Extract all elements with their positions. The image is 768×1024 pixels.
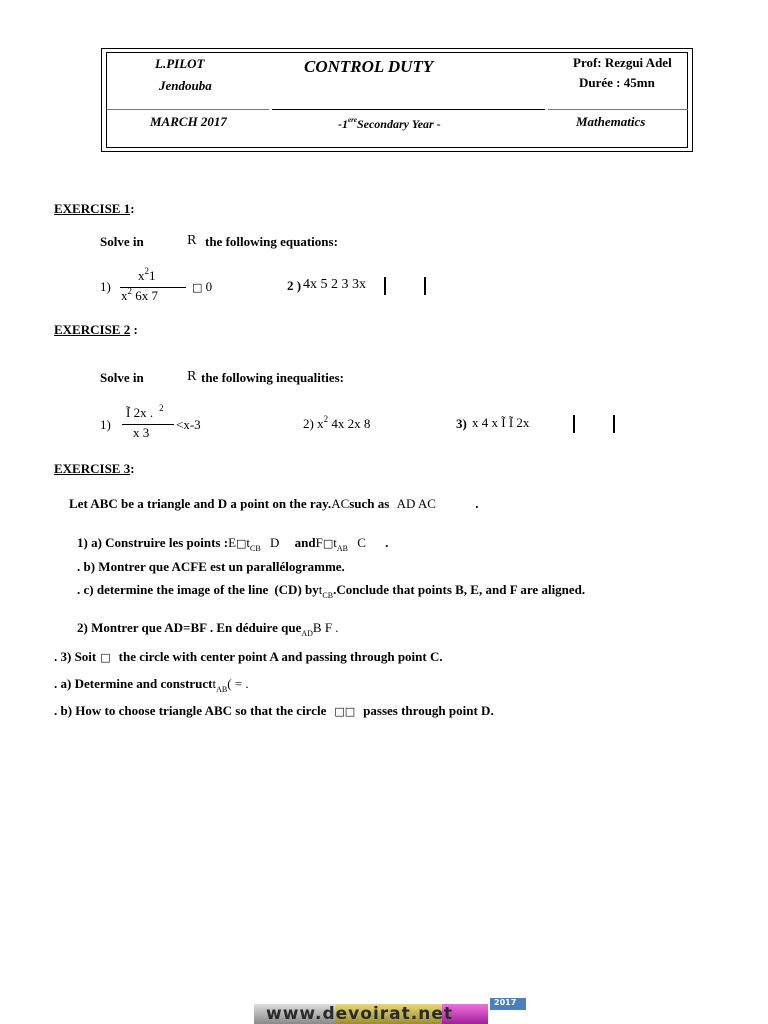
real-numbers-symbol: R: [187, 233, 197, 247]
ex3-3a: . a) Determine and constructt$_{AB}$( = .: [54, 676, 249, 694]
ex2-q1-rhs: <x-3: [176, 417, 201, 432]
ex3-3: . 3) Soit □ the circle with center point A and passing through point C.: [54, 649, 443, 664]
ex2-q1-denominator: x 3: [133, 425, 150, 440]
exercise-1-heading: EXERCISE 1:: [54, 201, 135, 216]
subject-name: Mathematics: [576, 114, 646, 129]
ex3-1a: 1) a) Construire les points $:E□t_{CB}$ D $andF□t_{AB}$ C .: [77, 535, 389, 553]
ex1-q1-numerator: $x^21$: [138, 266, 156, 283]
exercise-1-instruction-a: Solve in: [100, 234, 144, 249]
school-level: -1ereSecondary Year -: [338, 116, 441, 131]
ex1-q1-denominator: $x^2$ 6x 7: [121, 286, 158, 303]
teacher-name: Prof: Rezgui Adel: [573, 55, 672, 70]
exercise-2-heading: EXERCISE 2 :: [54, 322, 138, 337]
ex3-1c: . c) determine the image of the line (CD) byt$_{CB}$.Conclude that points B, E, and F are aligned.: [77, 582, 586, 600]
school-city: Jendouba: [159, 78, 212, 93]
abs-bar-2: [424, 277, 426, 295]
real-numbers-symbol-2: R: [187, 369, 197, 383]
ex1-q1-label: 1): [100, 279, 111, 294]
header-divider-left: [107, 109, 269, 110]
exam-duration: Durée : 45mn: [579, 75, 655, 90]
ex1-q1-rhs: □ 0: [192, 279, 213, 294]
school-name: L.PILOT: [155, 56, 205, 71]
ex3-1b: . b) Montrer que ACFE est un parallélogramme.: [77, 559, 345, 574]
ex3-2: 2) Montrer que AD=BF . En déduire que$_{AD}$B F .: [77, 620, 339, 638]
ex3-intro: Let ABC be a triangle and D a point on the ray.ACsuch as AD AC .: [69, 496, 479, 511]
abs-bar-1: [384, 277, 386, 295]
ex2-q2-label-ex1: 2 ): [287, 278, 302, 293]
exercise-2-instruction-b: the following inequalities:: [201, 370, 345, 385]
ex1-q2-expression: 4x 5 2 3 3x: [303, 277, 366, 292]
exercise-2-instruction-a: Solve in: [100, 370, 144, 385]
header-divider-right: [548, 109, 688, 110]
document-title: CONTROL DUTY: [304, 57, 434, 76]
ex3-3b: . b) How to choose triangle ABC so that the circle □□ passes through point D.: [54, 703, 494, 718]
devoirat-logo[interactable]: [254, 998, 530, 1024]
ex2-q1-label: 1): [100, 417, 111, 432]
abs-bar-4: [613, 415, 615, 433]
ex2-q2-expression: 2) $x^2$ 4x 2x 8: [303, 414, 371, 431]
exercise-1-instruction-b: the following equations:: [205, 234, 338, 249]
exam-date: MARCH 2017: [150, 114, 227, 129]
logo-text: www.devoirat.net: [266, 1004, 453, 1024]
logo-year: 2017: [494, 998, 517, 1007]
ex2-q3-expression: x 4 x Ĩ Ĩ 2x: [472, 415, 530, 430]
exercise-3-heading: EXERCISE 3:: [54, 461, 135, 476]
ex2-q3-label: 3): [456, 416, 467, 431]
ex2-q1-numerator: Ĩ 2x . $^2$: [126, 403, 164, 420]
header-divider-center: [272, 109, 545, 110]
abs-bar-3: [573, 415, 575, 433]
